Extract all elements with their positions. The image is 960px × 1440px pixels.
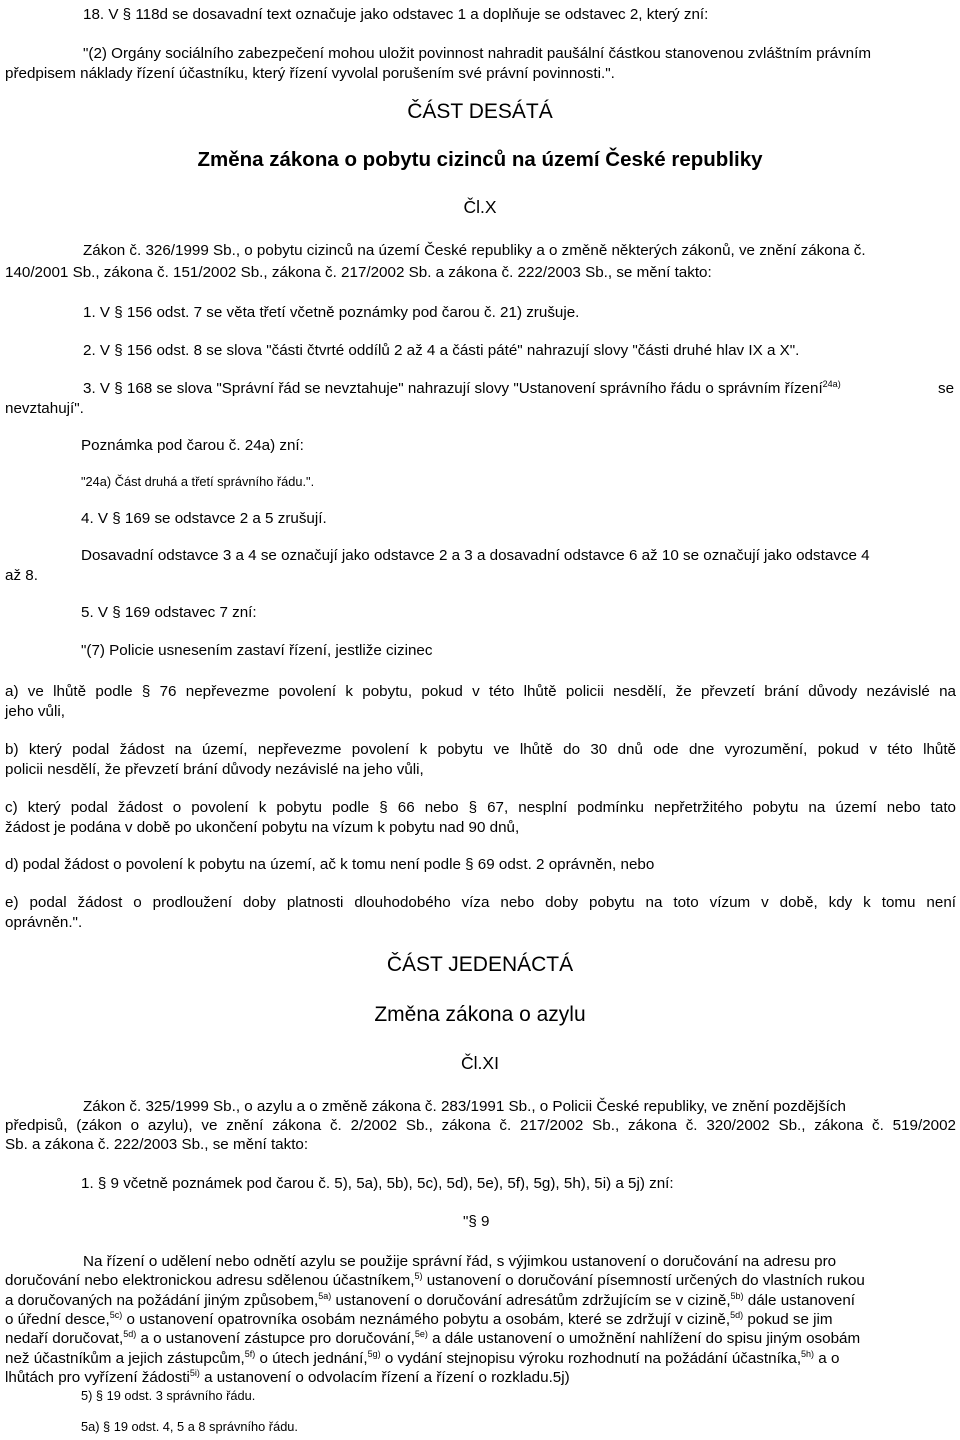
footnote-ref: 5d) [730, 1310, 744, 1320]
text-span: a dále ustanovení o umožnění nahlížení do spisu jiným osobám [427, 1330, 861, 1347]
list-item-text: 3. V § 168 se slova "Správní řád se nevztahuje" nahrazují slovy "Ustanovení správního řádu o správním řízení [83, 380, 823, 397]
footnote-ref: 5d) [123, 1329, 137, 1339]
paragraph-line: nevztahují". [5, 400, 84, 417]
paragraph-line: jeho vůli, [5, 703, 65, 720]
text-span: nedaří doručovat, [5, 1330, 124, 1347]
paragraph-line: žádost je podána v době po ukončení pobytu na vízum k pobytu nad 90 dnů, [5, 819, 520, 836]
text-span: než účastníkům a jejich zástupcům, [5, 1350, 245, 1367]
text-span: o ustanovení opatrovníka osobám neznámého pobytu a osobám, které se zdržují v cizině, [122, 1311, 731, 1328]
paragraph-line [5, 1351, 839, 1366]
text-span: a ustanovení o odvolacím řízení a řízení o rozkladu.5j) [199, 1369, 570, 1386]
paragraph-line: oprávněn.". [5, 914, 83, 931]
footnote-ref: 5g) [367, 1349, 381, 1359]
paragraph-line: e) podal žádost o prodloužení doby platnosti dlouhodobého víza nebo doby pobytu na toto vízum v době, kdy k tomu není [5, 894, 956, 911]
list-item: 4. V § 169 se odstavce 2 a 5 zrušují. [81, 510, 327, 527]
paragraph-line: Zákon č. 326/1999 Sb., o pobytu cizinců na území České republiky a o změně některých zákonů, ve znění zákona č. [83, 242, 866, 259]
text-span: a doručovaných na požádání jiným způsobem, [5, 1292, 319, 1309]
note-heading: Poznámka pod čarou č. 24a) zní: [81, 437, 304, 454]
list-item: 1. § 9 včetně poznámek pod čarou č. 5), 5a), 5b), 5c), 5d), 5e), 5f), 5g), 5h), 5i) a 5j) zní: [81, 1175, 674, 1192]
part-subheading: Změna zákona o pobytu cizinců na území České republiky [197, 148, 763, 171]
paragraph-line: d) podal žádost o povolení k pobytu na území, ač k tomu není podle § 69 odst. 2 oprávněn, nebo [5, 856, 655, 873]
paragraph-line: 140/2001 Sb., zákona č. 151/2002 Sb., zákona č. 217/2002 Sb. a zákona č. 222/2003 Sb., se mění takto: [5, 264, 712, 281]
article-heading: Čl.XI [461, 1053, 499, 1073]
paragraph-line: "(7) Policie usnesením zastaví řízení, jestliže cizinec [81, 642, 433, 659]
text-span: o úřední desce, [5, 1311, 110, 1328]
text-span: pokud se jim [743, 1311, 833, 1328]
paragraph-line: "(2) Orgány sociálního zabezpečení mohou uložit povinnost nahradit paušální částkou stanovenou zvláštním právním [83, 45, 871, 62]
footnote: 5a) § 19 odst. 4, 5 a 8 správního řádu. [81, 1419, 298, 1434]
text-span: dále ustanovení [743, 1292, 856, 1309]
paragraph-line: a) ve lhůtě podle § 76 nepřevezme povolení k pobytu, pokud v této lhůtě policii nesdělí, že převzetí brání důvody nezávislé na [5, 683, 956, 700]
paragraph-line: předpisů, (zákon o azylu), ve znění zákona č. 2/2002 Sb., zákona č. 217/2002 Sb., zákona č. 320/2002 Sb., zákona č. 519/2002 [5, 1117, 956, 1134]
footnote-ref: 5h) [801, 1349, 815, 1359]
footnote-ref: 5a) [318, 1291, 332, 1301]
text-span: a o [814, 1350, 840, 1367]
paragraph-line: Na řízení o udělení nebo odnětí azylu se použije správní řád, s výjimkou ustanovení o doručování na adresu pro [83, 1253, 837, 1270]
text-span: o útech jednání, [255, 1350, 368, 1367]
paragraph-line: Sb. a zákona č. 222/2003 Sb., se mění takto: [5, 1136, 309, 1153]
list-item [83, 381, 841, 396]
part-heading: ČÁST DESÁTÁ [407, 100, 553, 123]
footnote-ref: 5b) [730, 1291, 744, 1301]
paragraph-line: předpisem náklady řízení účastníku, který řízení vyvolal porušením své právní povinnosti.". [5, 65, 615, 82]
list-item: 5. V § 169 odstavec 7 zní: [81, 604, 257, 621]
footnote-ref: 5f) [244, 1349, 256, 1359]
paragraph-line: 18. V § 118d se dosavadní text označuje jako odstavec 1 a doplňuje se odstavec 2, který zní: [83, 6, 709, 23]
section-heading: "§ 9 [463, 1213, 490, 1230]
footnote-ref: 5) [414, 1271, 423, 1281]
part-heading: ČÁST JEDENÁCTÁ [386, 953, 574, 976]
paragraph-line: až 8. [5, 567, 38, 584]
text-span: lhůtách pro vyřízení žádosti [5, 1369, 190, 1386]
paragraph-line: c) který podal žádost o povolení k pobytu podle § 66 nebo § 67, nesplní podmínku nepřetržitého pobytu na území nebo tato [5, 799, 956, 816]
footnote-ref: 5c) [109, 1310, 123, 1320]
paragraph-line [5, 1331, 860, 1346]
text-span: ustanovení o doručování adresátům zdržujícím se v cizině, [331, 1292, 731, 1309]
paragraph-line: Dosavadní odstavce 3 a 4 se označují jako odstavce 2 a 3 a dosavadní odstavce 6 až 10 se označují jako odstavce 4 [81, 547, 870, 564]
text-span: o vydání stejnopisu výroku rozhodnutí na požádání účastníka, [380, 1350, 802, 1367]
article-heading: Čl.X [463, 197, 497, 217]
text-span: doručování nebo elektronickou adresu sdělenou účastníkem, [5, 1272, 415, 1289]
paragraph-line [5, 1293, 855, 1308]
paragraph-line [5, 1370, 570, 1385]
list-item: 2. V § 156 odst. 8 se slova "části čtvrté oddílů 2 až 4 a části páté" nahrazují slovy "části druhé hlav IX a X". [83, 342, 800, 359]
text-span: a o ustanovení zástupce pro doručování, [136, 1330, 415, 1347]
paragraph-line: b) který podal žádost na území, nepřevezme povolení k pobytu ve lhůtě do 30 dnů ode dne vyrozumění, pokud v této lhůtě [5, 741, 956, 758]
paragraph-line: policii nesdělí, že převzetí brání důvody nezávislé na jeho vůli, [5, 761, 424, 778]
list-item: 1. V § 156 odst. 7 se věta třetí včetně poznámky pod čarou č. 21) zrušuje. [83, 304, 580, 321]
text-span: ustanovení o doručování písemností určených do vlastních rukou [422, 1272, 865, 1289]
footnote-ref: 5e) [414, 1329, 428, 1339]
footnote-ref: 5i) [189, 1368, 200, 1378]
paragraph-line [5, 1273, 865, 1288]
footnote-ref: 24a) [822, 379, 841, 389]
paragraph-line: Zákon č. 325/1999 Sb., o azylu a o změně zákona č. 283/1991 Sb., o Policii České republiky, ve znění pozdějších [83, 1098, 846, 1115]
paragraph-line [5, 1312, 833, 1327]
paragraph-line: se [938, 380, 955, 397]
part-subheading: Změna zákona o azylu [374, 1003, 586, 1026]
note-text: "24a) Část druhá a třetí správního řádu.". [81, 474, 315, 489]
footnote: 5) § 19 odst. 3 správního řádu. [81, 1388, 256, 1403]
